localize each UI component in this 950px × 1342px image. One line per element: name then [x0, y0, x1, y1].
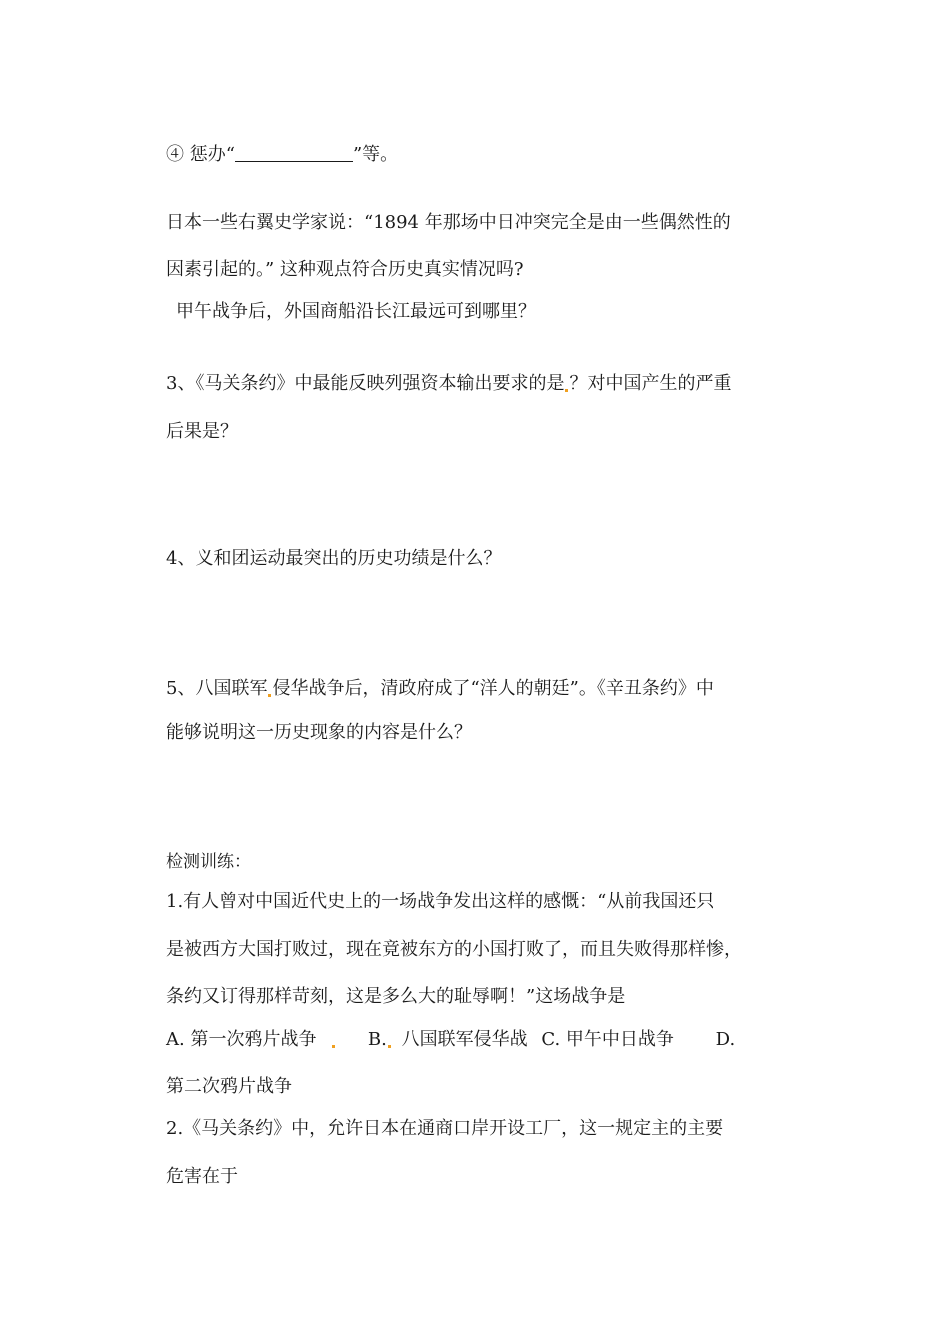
text: 能够说明这一历史现象的内容是什么？	[166, 722, 472, 743]
question-3	[166, 372, 731, 396]
text: 3、《马关条约》中最能反映列强资本输出要求的是	[166, 373, 565, 394]
paragraph-line	[176, 300, 536, 324]
text: 侵华战争后，清政府成了“洋人的朝廷”。《辛丑条约》中	[272, 678, 714, 699]
text: 4、义和团运动最突出的历史功绩是什么？	[166, 548, 502, 569]
paragraph-line	[166, 721, 472, 745]
text: ④ 惩办“	[166, 144, 235, 165]
mark-dot	[268, 694, 271, 697]
paragraph-line	[166, 1117, 723, 1141]
mark-dot	[332, 1045, 335, 1048]
text: 检测训练：	[166, 852, 251, 872]
paragraph-line	[166, 258, 524, 282]
section-heading	[166, 850, 251, 874]
text: 危害在于	[166, 1166, 238, 1187]
text: ？对中国产生的严重	[569, 373, 732, 394]
answer-options	[166, 1028, 735, 1052]
text: 是被西方大国打败过，现在竟被东方的小国打败了，而且失败得那样惨，	[166, 939, 742, 960]
text: 日本一些右翼史学家说：“1894 年那场中日冲突完全是由一些偶然性的	[166, 212, 731, 233]
paragraph-line	[166, 938, 742, 962]
fill-blank[interactable]	[235, 145, 353, 162]
option-a[interactable]: A. 第一次鸦片战争	[166, 1029, 317, 1050]
mark-dot	[565, 389, 568, 392]
option-c[interactable]: C. 甲午中日战争	[541, 1029, 674, 1050]
text: 条约又订得那样苛刻，这是多么大的耻辱啊！”这场战争是	[166, 986, 626, 1007]
question-4	[166, 547, 501, 571]
text: ”等。	[352, 144, 399, 165]
paragraph-line	[166, 985, 625, 1009]
paragraph-line	[166, 211, 731, 235]
text: 甲午战争后，外国商船沿长江最远可到哪里？	[176, 301, 536, 322]
text: 2.《马关条约》中，允许日本在通商口岸开设工厂，这一规定主的主要	[166, 1118, 724, 1139]
option-d-label[interactable]: D.	[715, 1029, 736, 1050]
option-b[interactable]: 八国联军侵华战	[401, 1029, 528, 1050]
option-d[interactable]	[166, 1075, 292, 1099]
paragraph-line	[166, 1165, 238, 1189]
text: 后果是？	[166, 421, 238, 442]
mark-dot	[388, 1045, 391, 1048]
option-b-label[interactable]: B.	[367, 1029, 387, 1050]
paragraph-line	[166, 420, 238, 444]
text: 1.有人曾对中国近代史上的一场战争发出这样的感慨：“从前我国还只	[166, 891, 715, 912]
q-punish	[166, 143, 398, 167]
text: 5、八国联军	[166, 678, 268, 699]
text: 第二次鸦片战争	[166, 1076, 292, 1097]
paragraph-line	[166, 890, 714, 914]
question-5	[166, 677, 714, 701]
text: 因素引起的。” 这种观点符合历史真实情况吗?	[166, 259, 524, 280]
